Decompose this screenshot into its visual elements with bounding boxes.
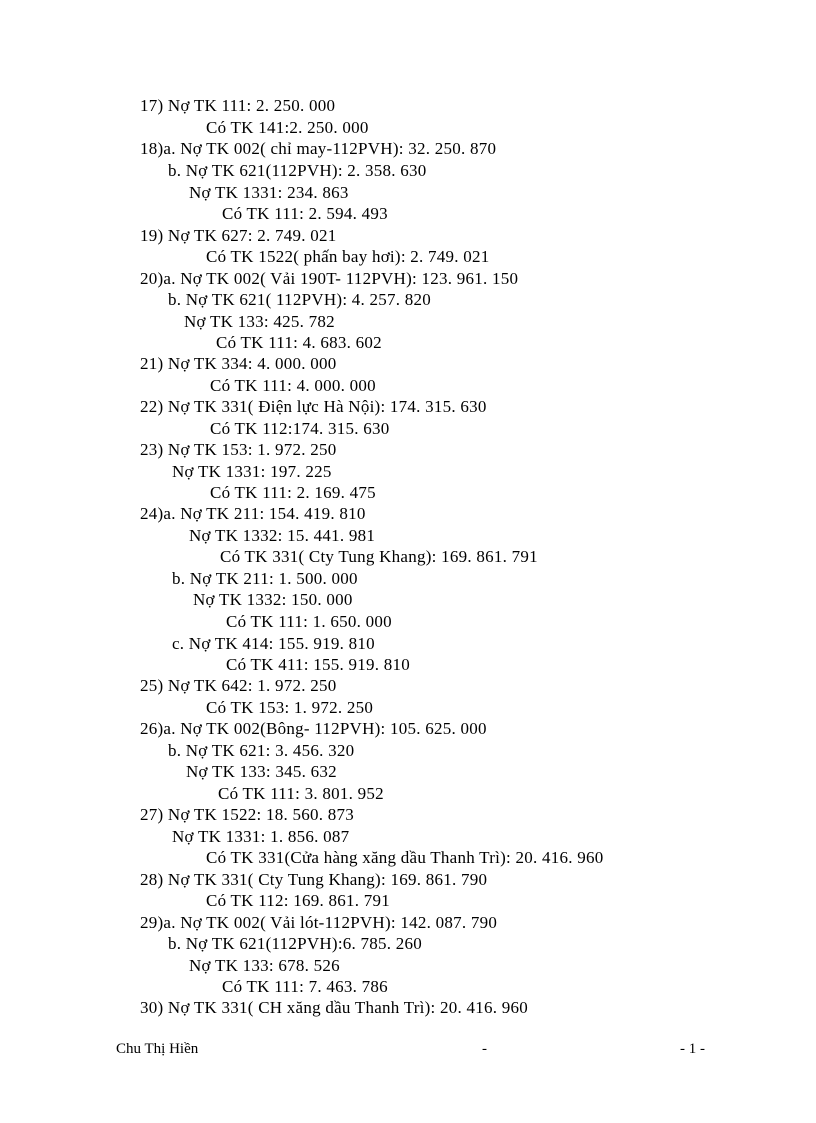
entry-line: Nợ TK 133: 345. 632 bbox=[186, 762, 337, 781]
entry-line: Có TK 111: 7. 463. 786 bbox=[222, 977, 388, 996]
footer-separator: - bbox=[482, 1041, 487, 1057]
entry-line: b. Nợ TK 621(112PVH):6. 785. 260 bbox=[168, 934, 423, 953]
entry-line: Có TK 112:174. 315. 630 bbox=[210, 419, 390, 438]
entry-line: 27) Nợ TK 1522: 18. 560. 873 bbox=[140, 805, 355, 824]
entry-line: 17) Nợ TK 111: 2. 250. 000 bbox=[140, 96, 336, 115]
entry-line: Nợ TK 133: 678. 526 bbox=[189, 956, 340, 975]
entry-line: Nợ TK 1331: 1. 856. 087 bbox=[172, 827, 350, 846]
entry-line: 28) Nợ TK 331( Cty Tung Khang): 169. 861. 790 bbox=[140, 870, 488, 889]
entry-line: 22) Nợ TK 331( Điện lực Hà Nội): 174. 315. 630 bbox=[140, 397, 487, 416]
entry-line: 19) Nợ TK 627: 2. 749. 021 bbox=[140, 226, 337, 245]
entry-line: Có TK 331( Cty Tung Khang): 169. 861. 791 bbox=[220, 547, 538, 566]
entry-line: 18)a. Nợ TK 002( chỉ may-112PVH): 32. 250. 870 bbox=[140, 139, 497, 158]
entry-line: b. Nợ TK 621(112PVH): 2. 358. 630 bbox=[168, 161, 427, 180]
entry-line: Nợ TK 1331: 197. 225 bbox=[172, 462, 332, 481]
entry-line: Có TK 111: 1. 650. 000 bbox=[226, 612, 392, 631]
entry-line: 20)a. Nợ TK 002( Vải 190T- 112PVH): 123. 961. 150 bbox=[140, 269, 519, 288]
entry-line: 26)a. Nợ TK 002(Bông- 112PVH): 105. 625. 000 bbox=[140, 719, 487, 738]
entry-line: b. Nợ TK 621: 3. 456. 320 bbox=[168, 741, 355, 760]
entry-line: Nợ TK 1331: 234. 863 bbox=[189, 183, 349, 202]
entry-line: Có TK 111: 3. 801. 952 bbox=[218, 784, 384, 803]
entry-line: Có TK 111: 2. 169. 475 bbox=[210, 483, 376, 502]
entry-line: 25) Nợ TK 642: 1. 972. 250 bbox=[140, 676, 337, 695]
entry-line: Nợ TK 133: 425. 782 bbox=[184, 312, 335, 331]
entry-line: 21) Nợ TK 334: 4. 000. 000 bbox=[140, 354, 337, 373]
entry-line: Có TK 111: 4. 000. 000 bbox=[210, 376, 376, 395]
footer-page-number: - 1 - bbox=[680, 1041, 705, 1057]
entry-line: b. Nợ TK 621( 112PVH): 4. 257. 820 bbox=[168, 290, 432, 309]
entry-line: Có TK 153: 1. 972. 250 bbox=[206, 698, 374, 717]
entry-line: Có TK 331(Cửa hàng xăng dầu Thanh Trì): 20. 416. 960 bbox=[206, 848, 604, 867]
entry-line: Nợ TK 1332: 150. 000 bbox=[193, 590, 353, 609]
entry-line: Có TK 1522( phấn bay hơi): 2. 749. 021 bbox=[206, 247, 490, 266]
entry-line: Có TK 411: 155. 919. 810 bbox=[226, 655, 411, 674]
entry-line: 29)a. Nợ TK 002( Vải lót-112PVH): 142. 087. 790 bbox=[140, 913, 498, 932]
entry-line: Nợ TK 1332: 15. 441. 981 bbox=[189, 526, 376, 545]
entry-line: Có TK 141:2. 250. 000 bbox=[206, 118, 369, 137]
entry-line: 24)a. Nợ TK 211: 154. 419. 810 bbox=[140, 504, 366, 523]
entry-line: Có TK 112: 169. 861. 791 bbox=[206, 891, 391, 910]
entry-line: 30) Nợ TK 331( CH xăng dầu Thanh Trì): 20. 416. 960 bbox=[140, 998, 529, 1017]
entry-line: Có TK 111: 4. 683. 602 bbox=[216, 333, 382, 352]
entry-line: b. Nợ TK 211: 1. 500. 000 bbox=[172, 569, 358, 588]
entry-line: c. Nợ TK 414: 155. 919. 810 bbox=[172, 634, 375, 653]
entry-line: 23) Nợ TK 153: 1. 972. 250 bbox=[140, 440, 337, 459]
footer-author: Chu Thị Hiền bbox=[116, 1041, 199, 1057]
entry-line: Có TK 111: 2. 594. 493 bbox=[222, 204, 388, 223]
